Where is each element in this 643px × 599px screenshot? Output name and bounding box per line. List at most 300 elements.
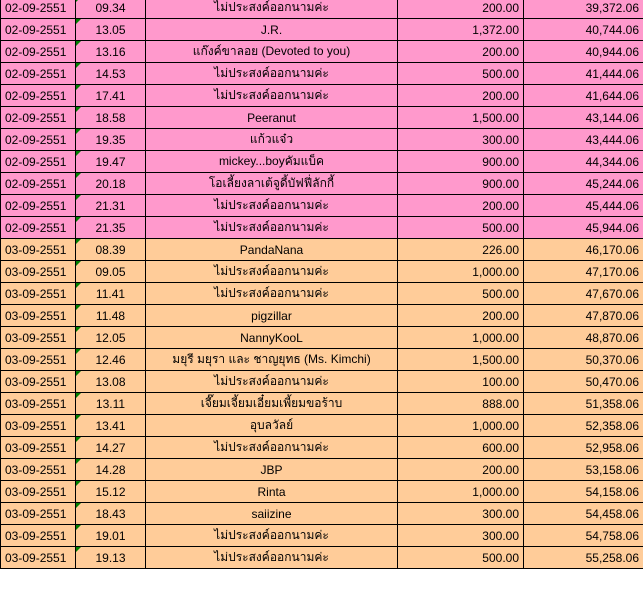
running-total-cell[interactable] bbox=[524, 129, 643, 151]
amount-cell[interactable] bbox=[398, 107, 524, 129]
amount-text: 1,000.00 bbox=[472, 418, 519, 433]
running-total-text: 55,258.06 bbox=[585, 550, 639, 565]
amount-text: 888.00 bbox=[482, 396, 519, 411]
amount-cell[interactable] bbox=[398, 85, 524, 107]
running-total-text: 46,170.06 bbox=[585, 242, 639, 257]
date-cell[interactable] bbox=[1, 261, 76, 283]
donor-name-cell[interactable] bbox=[146, 349, 398, 371]
date-cell[interactable] bbox=[1, 19, 76, 41]
amount-cell[interactable] bbox=[398, 63, 524, 85]
time-text: 08.39 bbox=[95, 242, 126, 257]
running-total-text: 52,358.06 bbox=[585, 418, 639, 433]
comment-indicator-icon bbox=[76, 327, 81, 332]
running-total-text: 54,758.06 bbox=[585, 528, 639, 543]
donor-name-text: เจี๊ยมเจี้ยมเอี๋ยมเพี้ยมขอร้าบ bbox=[200, 396, 343, 410]
amount-cell[interactable] bbox=[398, 217, 524, 239]
comment-indicator-icon bbox=[76, 503, 81, 508]
donor-name-text: NannyKooL bbox=[240, 330, 303, 345]
amount-text: 900.00 bbox=[482, 154, 519, 169]
date-text: 02-09-2551 bbox=[5, 132, 67, 147]
comment-indicator-icon bbox=[76, 63, 81, 68]
date-cell[interactable] bbox=[1, 0, 76, 19]
date-text: 03-09-2551 bbox=[5, 506, 67, 521]
amount-text: 226.00 bbox=[482, 242, 519, 257]
donor-name-cell[interactable] bbox=[146, 283, 398, 305]
donor-name-cell[interactable] bbox=[146, 459, 398, 481]
donor-name-cell[interactable] bbox=[146, 217, 398, 239]
time-text: 18.43 bbox=[95, 506, 126, 521]
table-row bbox=[1, 129, 643, 151]
donor-name-text: มยุรี มยุรา และ ชาญยุทธ (Ms. Kimchi) bbox=[172, 352, 371, 366]
donor-name-cell[interactable] bbox=[146, 173, 398, 195]
amount-cell[interactable] bbox=[398, 393, 524, 415]
date-cell[interactable] bbox=[1, 85, 76, 107]
donor-name-text: ไม่ประสงค์ออกนามค่ะ bbox=[214, 264, 329, 278]
comment-indicator-icon bbox=[76, 261, 81, 266]
time-text: 14.28 bbox=[95, 462, 126, 477]
date-cell[interactable] bbox=[1, 327, 76, 349]
comment-indicator-icon bbox=[76, 525, 81, 530]
donor-name-cell[interactable] bbox=[146, 547, 398, 569]
donor-name-text: แก๊งค์ขาลอย (Devoted to you) bbox=[192, 44, 351, 58]
time-cell[interactable] bbox=[76, 459, 146, 481]
donor-name-text: ไม่ประสงค์ออกนามค่ะ bbox=[214, 550, 329, 564]
date-cell[interactable] bbox=[1, 547, 76, 569]
amount-text: 1,372.00 bbox=[472, 22, 519, 37]
donor-name-text: J.R. bbox=[260, 22, 283, 37]
comment-indicator-icon bbox=[76, 239, 81, 244]
running-total-text: 45,944.06 bbox=[585, 220, 639, 235]
date-text: 03-09-2551 bbox=[5, 462, 67, 477]
time-cell[interactable] bbox=[76, 371, 146, 393]
time-cell[interactable] bbox=[76, 63, 146, 85]
donor-name-cell[interactable] bbox=[146, 41, 398, 63]
amount-cell[interactable] bbox=[398, 0, 524, 19]
time-text: 09.05 bbox=[95, 264, 126, 279]
donor-name-text: ไม่ประสงค์ออกนามค่ะ bbox=[214, 374, 329, 388]
date-cell[interactable] bbox=[1, 349, 76, 371]
running-total-cell[interactable] bbox=[524, 0, 643, 19]
amount-cell[interactable] bbox=[398, 371, 524, 393]
donor-name-text: ไม่ประสงค์ออกนามค่ะ bbox=[214, 0, 329, 14]
amount-cell[interactable] bbox=[398, 437, 524, 459]
running-total-cell[interactable] bbox=[524, 151, 643, 173]
amount-cell[interactable] bbox=[398, 525, 524, 547]
donor-name-cell[interactable] bbox=[146, 85, 398, 107]
running-total-text: 43,444.06 bbox=[585, 132, 639, 147]
date-cell[interactable] bbox=[1, 371, 76, 393]
date-cell[interactable] bbox=[1, 459, 76, 481]
time-cell[interactable] bbox=[76, 525, 146, 547]
running-total-cell[interactable] bbox=[524, 503, 643, 525]
donor-name-text: ไม่ประสงค์ออกนามค่ะ bbox=[214, 286, 329, 300]
comment-indicator-icon bbox=[76, 437, 81, 442]
date-cell[interactable] bbox=[1, 415, 76, 437]
table-row bbox=[1, 305, 643, 327]
table-row bbox=[1, 349, 643, 371]
time-cell[interactable] bbox=[76, 19, 146, 41]
donor-name-text: saiizine bbox=[251, 506, 292, 521]
date-cell[interactable] bbox=[1, 129, 76, 151]
running-total-cell[interactable] bbox=[524, 261, 643, 283]
time-text: 14.53 bbox=[95, 66, 126, 81]
comment-indicator-icon bbox=[76, 481, 81, 486]
amount-text: 500.00 bbox=[482, 550, 519, 565]
comment-indicator-icon bbox=[76, 371, 81, 376]
comment-indicator-icon bbox=[76, 0, 81, 2]
running-total-text: 44,344.06 bbox=[585, 154, 639, 169]
date-cell[interactable] bbox=[1, 63, 76, 85]
running-total-text: 54,158.06 bbox=[585, 484, 639, 499]
comment-indicator-icon bbox=[76, 349, 81, 354]
amount-cell[interactable] bbox=[398, 151, 524, 173]
time-text: 21.35 bbox=[95, 220, 126, 235]
time-cell[interactable] bbox=[76, 239, 146, 261]
amount-text: 1,000.00 bbox=[472, 330, 519, 345]
table-row bbox=[1, 415, 643, 437]
running-total-cell[interactable] bbox=[524, 173, 643, 195]
donor-name-cell[interactable] bbox=[146, 415, 398, 437]
amount-text: 200.00 bbox=[482, 462, 519, 477]
amount-cell[interactable] bbox=[398, 327, 524, 349]
amount-text: 500.00 bbox=[482, 286, 519, 301]
table-row bbox=[1, 63, 643, 85]
running-total-cell[interactable] bbox=[524, 437, 643, 459]
donor-name-cell[interactable] bbox=[146, 195, 398, 217]
date-text: 02-09-2551 bbox=[5, 110, 67, 125]
amount-cell[interactable] bbox=[398, 547, 524, 569]
table-row bbox=[1, 0, 643, 19]
date-text: 03-09-2551 bbox=[5, 396, 67, 411]
date-cell[interactable] bbox=[1, 305, 76, 327]
amount-text: 1,500.00 bbox=[472, 110, 519, 125]
table-row bbox=[1, 107, 643, 129]
date-text: 03-09-2551 bbox=[5, 374, 67, 389]
donor-name-text: ไม่ประสงค์ออกนามค่ะ bbox=[214, 88, 329, 102]
date-cell[interactable] bbox=[1, 525, 76, 547]
date-cell[interactable] bbox=[1, 437, 76, 459]
time-text: 17.41 bbox=[95, 88, 126, 103]
time-text: 13.08 bbox=[95, 374, 126, 389]
amount-cell[interactable] bbox=[398, 481, 524, 503]
running-total-cell[interactable] bbox=[524, 239, 643, 261]
running-total-text: 43,144.06 bbox=[585, 110, 639, 125]
time-cell[interactable] bbox=[76, 393, 146, 415]
amount-text: 500.00 bbox=[482, 66, 519, 81]
date-text: 02-09-2551 bbox=[5, 66, 67, 81]
date-text: 02-09-2551 bbox=[5, 88, 67, 103]
table-row bbox=[1, 195, 643, 217]
table-row bbox=[1, 261, 643, 283]
date-text: 03-09-2551 bbox=[5, 242, 67, 257]
time-cell[interactable] bbox=[76, 41, 146, 63]
running-total-cell[interactable] bbox=[524, 393, 643, 415]
table-row bbox=[1, 371, 643, 393]
time-cell[interactable] bbox=[76, 415, 146, 437]
donor-name-text: ไม่ประสงค์ออกนามค่ะ bbox=[214, 528, 329, 542]
running-total-cell[interactable] bbox=[524, 327, 643, 349]
comment-indicator-icon bbox=[76, 547, 81, 552]
date-text: 03-09-2551 bbox=[5, 528, 67, 543]
comment-indicator-icon bbox=[76, 19, 81, 24]
date-cell[interactable] bbox=[1, 151, 76, 173]
date-cell[interactable] bbox=[1, 195, 76, 217]
date-text: 03-09-2551 bbox=[5, 418, 67, 433]
donor-name-text: Peeranut bbox=[247, 110, 296, 125]
time-cell[interactable] bbox=[76, 349, 146, 371]
table-row bbox=[1, 481, 643, 503]
running-total-text: 47,670.06 bbox=[585, 286, 639, 301]
running-total-text: 41,644.06 bbox=[585, 88, 639, 103]
running-total-cell[interactable] bbox=[524, 415, 643, 437]
table-row bbox=[1, 19, 643, 41]
comment-indicator-icon bbox=[76, 217, 81, 222]
date-text: 02-09-2551 bbox=[5, 44, 67, 59]
time-text: 19.47 bbox=[95, 154, 126, 169]
time-cell[interactable] bbox=[76, 0, 146, 19]
time-cell[interactable] bbox=[76, 481, 146, 503]
time-cell[interactable] bbox=[76, 217, 146, 239]
running-total-text: 54,458.06 bbox=[585, 506, 639, 521]
donor-name-text: อุบลวัลย์ bbox=[249, 418, 294, 432]
time-text: 12.46 bbox=[95, 352, 126, 367]
table-row bbox=[1, 283, 643, 305]
time-cell[interactable] bbox=[76, 195, 146, 217]
time-text: 18.58 bbox=[95, 110, 126, 125]
running-total-text: 53,158.06 bbox=[585, 462, 639, 477]
comment-indicator-icon bbox=[76, 459, 81, 464]
date-text: 03-09-2551 bbox=[5, 440, 67, 455]
running-total-text: 47,870.06 bbox=[585, 308, 639, 323]
comment-indicator-icon bbox=[76, 173, 81, 178]
time-text: 11.48 bbox=[95, 308, 126, 323]
amount-cell[interactable] bbox=[398, 349, 524, 371]
amount-text: 300.00 bbox=[482, 506, 519, 521]
donor-name-cell[interactable] bbox=[146, 437, 398, 459]
date-text: 02-09-2551 bbox=[5, 0, 67, 15]
running-total-text: 40,744.06 bbox=[585, 22, 639, 37]
donor-name-text: ไม่ประสงค์ออกนามค่ะ bbox=[214, 220, 329, 234]
amount-text: 600.00 bbox=[482, 440, 519, 455]
donor-name-cell[interactable] bbox=[146, 481, 398, 503]
time-cell[interactable] bbox=[76, 151, 146, 173]
donor-name-cell[interactable] bbox=[146, 19, 398, 41]
time-cell[interactable] bbox=[76, 85, 146, 107]
date-cell[interactable] bbox=[1, 173, 76, 195]
comment-indicator-icon bbox=[76, 283, 81, 288]
donor-name-cell[interactable] bbox=[146, 503, 398, 525]
time-text: 21.31 bbox=[95, 198, 126, 213]
donor-name-text: ไม่ประสงค์ออกนามค่ะ bbox=[214, 440, 329, 454]
comment-indicator-icon bbox=[76, 151, 81, 156]
donor-name-cell[interactable] bbox=[146, 129, 398, 151]
running-total-cell[interactable] bbox=[524, 19, 643, 41]
running-total-cell[interactable] bbox=[524, 525, 643, 547]
donor-name-text: Rinta bbox=[257, 484, 286, 499]
amount-text: 500.00 bbox=[482, 220, 519, 235]
donor-name-cell[interactable] bbox=[146, 393, 398, 415]
amount-cell[interactable] bbox=[398, 283, 524, 305]
running-total-cell[interactable] bbox=[524, 547, 643, 569]
amount-cell[interactable] bbox=[398, 173, 524, 195]
time-cell[interactable] bbox=[76, 437, 146, 459]
time-cell[interactable] bbox=[76, 547, 146, 569]
date-text: 03-09-2551 bbox=[5, 264, 67, 279]
donor-name-cell[interactable] bbox=[146, 371, 398, 393]
date-cell[interactable] bbox=[1, 481, 76, 503]
time-text: 13.16 bbox=[95, 44, 126, 59]
comment-indicator-icon bbox=[76, 41, 81, 46]
donation-rows bbox=[1, 0, 643, 569]
amount-text: 200.00 bbox=[482, 0, 519, 15]
amount-cell[interactable] bbox=[398, 239, 524, 261]
date-cell[interactable] bbox=[1, 283, 76, 305]
running-total-text: 52,958.06 bbox=[585, 440, 639, 455]
amount-text: 100.00 bbox=[482, 374, 519, 389]
amount-cell[interactable] bbox=[398, 415, 524, 437]
amount-text: 900.00 bbox=[482, 176, 519, 191]
running-total-cell[interactable] bbox=[524, 481, 643, 503]
running-total-cell[interactable] bbox=[524, 349, 643, 371]
date-text: 02-09-2551 bbox=[5, 176, 67, 191]
comment-indicator-icon bbox=[76, 195, 81, 200]
time-text: 12.05 bbox=[95, 330, 126, 345]
running-total-cell[interactable] bbox=[524, 63, 643, 85]
date-cell[interactable] bbox=[1, 217, 76, 239]
time-cell[interactable] bbox=[76, 283, 146, 305]
running-total-text: 48,870.06 bbox=[585, 330, 639, 345]
table-row bbox=[1, 459, 643, 481]
amount-text: 200.00 bbox=[482, 198, 519, 213]
running-total-cell[interactable] bbox=[524, 85, 643, 107]
date-cell[interactable] bbox=[1, 107, 76, 129]
time-cell[interactable] bbox=[76, 503, 146, 525]
comment-indicator-icon bbox=[76, 85, 81, 90]
donor-name-text: PandaNana bbox=[239, 242, 304, 257]
donor-name-cell[interactable] bbox=[146, 151, 398, 173]
running-total-text: 47,170.06 bbox=[585, 264, 639, 279]
amount-text: 1,500.00 bbox=[472, 352, 519, 367]
running-total-text: 50,370.06 bbox=[585, 352, 639, 367]
date-text: 03-09-2551 bbox=[5, 352, 67, 367]
time-text: 13.41 bbox=[95, 418, 126, 433]
time-text: 09.34 bbox=[95, 0, 126, 15]
amount-text: 200.00 bbox=[482, 44, 519, 59]
time-cell[interactable] bbox=[76, 261, 146, 283]
donor-name-cell[interactable] bbox=[146, 261, 398, 283]
table-row bbox=[1, 547, 643, 569]
amount-text: 300.00 bbox=[482, 132, 519, 147]
time-text: 11.41 bbox=[95, 286, 126, 301]
amount-text: 1,000.00 bbox=[472, 484, 519, 499]
amount-text: 1,000.00 bbox=[472, 264, 519, 279]
table-row bbox=[1, 85, 643, 107]
amount-cell[interactable] bbox=[398, 305, 524, 327]
table-row bbox=[1, 327, 643, 349]
comment-indicator-icon bbox=[76, 107, 81, 112]
date-cell[interactable] bbox=[1, 41, 76, 63]
donor-name-cell[interactable] bbox=[146, 305, 398, 327]
comment-indicator-icon bbox=[76, 393, 81, 398]
donor-name-cell[interactable] bbox=[146, 239, 398, 261]
running-total-cell[interactable] bbox=[524, 41, 643, 63]
running-total-cell[interactable] bbox=[524, 283, 643, 305]
donor-name-cell[interactable] bbox=[146, 63, 398, 85]
donor-name-text: โอเลี้ยงลาเต้จูดี้บัฟฟี่ลักกี้ bbox=[208, 176, 335, 190]
time-cell[interactable] bbox=[76, 173, 146, 195]
running-total-cell[interactable] bbox=[524, 371, 643, 393]
donor-name-text: JBP bbox=[260, 462, 283, 477]
table-row bbox=[1, 173, 643, 195]
time-text: 20.18 bbox=[95, 176, 126, 191]
running-total-cell[interactable] bbox=[524, 305, 643, 327]
time-cell[interactable] bbox=[76, 107, 146, 129]
donor-name-text: ไม่ประสงค์ออกนามค่ะ bbox=[214, 66, 329, 80]
comment-indicator-icon bbox=[76, 305, 81, 310]
date-text: 02-09-2551 bbox=[5, 198, 67, 213]
time-cell[interactable] bbox=[76, 327, 146, 349]
date-cell[interactable] bbox=[1, 239, 76, 261]
donor-name-text: ไม่ประสงค์ออกนามค่ะ bbox=[214, 198, 329, 212]
table-row bbox=[1, 41, 643, 63]
donor-name-cell[interactable] bbox=[146, 525, 398, 547]
time-text: 13.11 bbox=[95, 396, 126, 411]
donor-name-cell[interactable] bbox=[146, 107, 398, 129]
table-row bbox=[1, 503, 643, 525]
table-row bbox=[1, 525, 643, 547]
running-total-cell[interactable] bbox=[524, 107, 643, 129]
running-total-cell[interactable] bbox=[524, 195, 643, 217]
running-total-text: 45,444.06 bbox=[585, 198, 639, 213]
date-text: 02-09-2551 bbox=[5, 154, 67, 169]
donor-name-cell[interactable] bbox=[146, 327, 398, 349]
date-text: 02-09-2551 bbox=[5, 22, 67, 37]
amount-cell[interactable] bbox=[398, 195, 524, 217]
amount-cell[interactable] bbox=[398, 129, 524, 151]
date-text: 03-09-2551 bbox=[5, 550, 67, 565]
date-text: 03-09-2551 bbox=[5, 286, 67, 301]
date-cell[interactable] bbox=[1, 503, 76, 525]
time-cell[interactable] bbox=[76, 129, 146, 151]
table-row bbox=[1, 217, 643, 239]
comment-indicator-icon bbox=[76, 129, 81, 134]
running-total-cell[interactable] bbox=[524, 459, 643, 481]
running-total-cell[interactable] bbox=[524, 217, 643, 239]
amount-text: 200.00 bbox=[482, 88, 519, 103]
amount-cell[interactable] bbox=[398, 41, 524, 63]
date-text: 02-09-2551 bbox=[5, 220, 67, 235]
time-text: 19.01 bbox=[95, 528, 126, 543]
amount-cell[interactable] bbox=[398, 503, 524, 525]
donor-name-text: แก้วแจ๋ว bbox=[249, 132, 294, 146]
time-text: 19.13 bbox=[95, 550, 126, 565]
donor-name-cell[interactable] bbox=[146, 0, 398, 19]
table-row bbox=[1, 239, 643, 261]
donor-name-text: pigzillar bbox=[251, 308, 292, 323]
date-text: 03-09-2551 bbox=[5, 484, 67, 499]
running-total-text: 50,470.06 bbox=[585, 374, 639, 389]
running-total-text: 45,244.06 bbox=[585, 176, 639, 191]
time-text: 15.12 bbox=[95, 484, 126, 499]
amount-cell[interactable] bbox=[398, 459, 524, 481]
table-row bbox=[1, 151, 643, 173]
amount-cell[interactable] bbox=[398, 19, 524, 41]
date-cell[interactable] bbox=[1, 393, 76, 415]
amount-cell[interactable] bbox=[398, 261, 524, 283]
time-text: 19.35 bbox=[95, 132, 126, 147]
table-row bbox=[1, 437, 643, 459]
time-cell[interactable] bbox=[76, 305, 146, 327]
